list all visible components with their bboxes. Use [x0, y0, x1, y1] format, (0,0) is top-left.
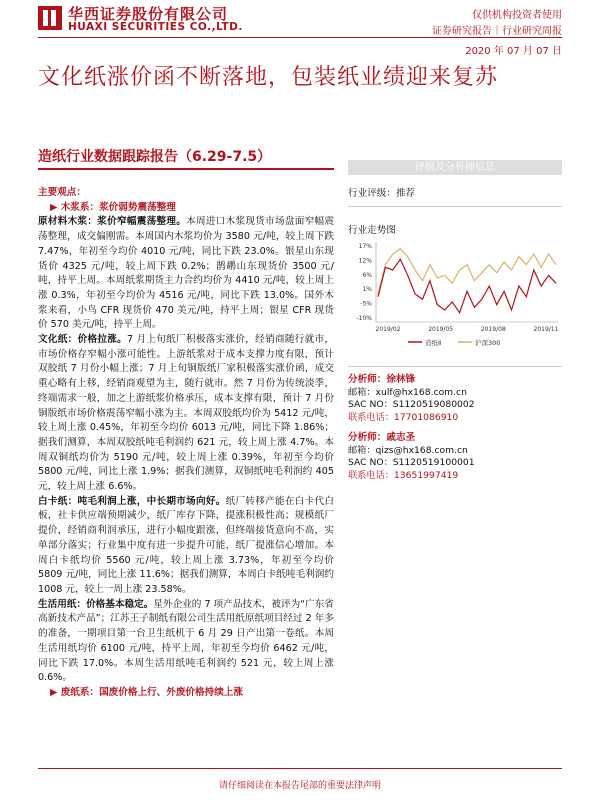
y-tick-label: 6%	[362, 271, 372, 279]
report-title: 文化纸涨价函不断落地，包装纸业绩迎来复苏	[38, 65, 499, 90]
y-tick-label: 1%	[362, 286, 372, 294]
raw-material-text: 本周进口木浆现货市场盘面窄幅震荡整理，成交偏刚需。本周国内木浆均价为 3580 元/吨，较上周下跌 7.47%，年初至今均价 4010 元/吨，同比下跌 23.0%。银星山东现货价 4325 元/吨，较上周下跌 0.2%；鹊鹕山东现货价 3500 元/吨，持平上周。本周纸浆期货主力合约均价为 4410 元/吨，较上周上涨 0.3%，年初至今均价为 4516 元/吨，同比下跌 13.0%。国外木浆来看，小鸟 CFR 现货价 470 美元/吨，持平上周；银星 CFR 现货价 570 美元/吨，持平上周。	[38, 216, 334, 331]
analyst-1-email: 邮箱：xulf@hx168.com.cn	[348, 386, 467, 398]
analyst-1	[348, 374, 562, 424]
footer-rule	[38, 768, 562, 769]
chart-legend	[408, 338, 500, 347]
legal-notice: 请仔细阅读在本报告尾部的重要法律声明	[218, 781, 381, 791]
x-tick-label: 2019/02	[375, 326, 401, 333]
y-tick-label: -5%	[360, 300, 372, 308]
main-content	[38, 186, 334, 701]
tissue-paragraph	[38, 598, 334, 686]
analyst-1-name: 分析师：徐林锋	[348, 374, 416, 385]
analyst-2-email: 邮箱：qizs@hx168.com.cn	[348, 444, 468, 456]
x-tick-label: 2019/08	[480, 326, 506, 333]
company-name-cn: 华西证券股份有限公司	[68, 5, 229, 23]
y-tick-label: 12%	[358, 257, 372, 265]
viewpoint-heading: 主要观点：	[38, 187, 86, 198]
trend-label: 行业走势图	[348, 225, 396, 236]
industry-trend-chart	[348, 238, 562, 358]
subtitle-rule	[38, 168, 334, 170]
x-tick-label: 2019/05	[428, 326, 454, 333]
rating-header-bar	[348, 160, 562, 175]
rating-rule	[348, 206, 562, 207]
company-name-en: HUAXI SECURITIES CO.,LTD.	[68, 21, 243, 33]
pulp-heading-text: 木浆系：浆价弱势震荡整理	[60, 201, 176, 213]
tissue-text: 星外企业的 7 项产品技术，被评为“广东省高新技术产品”；江苏王子制纸有限公司生活用纸原纸项目经过 2 年多的准备，一期项目第一台卫生纸机于 6 月 29 日产出第一卷纸。本周生活用纸均价 6100 元/吨，持平上周，年初至今均价 6462 元/吨，同比下跌 17.0%。本周生活用纸吨毛利润约 521 元，较上周上涨 0.6%。	[38, 598, 334, 684]
culture-paper-text: 7 月上旬纸厂积极落实涨价，经销商随行就市，市场价格存窄幅小涨可能性。上游纸浆对于成本支撑力度有限，预计双胶纸 7 月份小幅上涨；7 月上旬铜版纸厂家积极落实涨价函，成交重心略有上移，经销商观望为主，随行就市。然 7 月份为传统淡季，终端需求一般，加之上游纸浆价格承压，成本支撑有限，预计 7 月份铜版纸市场价格震荡窄幅小涨为主。本周双胶纸均价为 5412 元/吨，较上周上涨 0.45%，年初至今均价 6013 元/吨，同比下降 1.86%；据我们测算，本周双胶纸吨毛利润约 621 元，较上周上涨 4.7%。本周双铜纸均价为 5190 元/吨，较上周上涨 0.39%，年初至今均价 5800 元/吨，同比上涨 1.9%；据我们测算，双铜纸吨毛利润约 405 元，较上周上涨 6.6%。	[38, 334, 335, 493]
analyst-1-sac: SAC NO：S1120519080002	[348, 399, 475, 410]
raw-material-paragraph	[38, 215, 334, 333]
x-tick-label: 2019/11	[533, 326, 559, 333]
analyst-2	[348, 432, 562, 482]
legend-label-1: 造纸Ⅱ	[425, 339, 442, 347]
industry-rating: 行业评级：推荐	[348, 188, 416, 199]
series-line-1	[378, 259, 556, 312]
white-card-paragraph	[38, 495, 334, 598]
white-card-label: 白卡纸：吨毛利润上涨，中长期市场向好。	[38, 495, 226, 507]
white-card-text: 纸厂转移产能在白卡代白板，社卡供应端预期减少，纸厂库存下降，提涨积极性高；规模纸厂提价，经销商利润承压，进行小幅度跟涨，但终端接货意向不高，实单部分落实；行业集中度有进一步提升可能，纸厂提涨信心增加。本周白卡纸均价 5560 元/吨，较上周上涨 3.73%，年初至今均价 5809 元/吨，同比上涨 11.6%；据我们测算，本周白卡纸吨毛利润约 1008 元，较上一周上涨 23.58%。	[38, 495, 335, 595]
analyst-2-name: 分析师：戚志圣	[348, 432, 416, 443]
rating-header: 评级及分析师信息	[348, 160, 562, 175]
analyst-2-phone: 联系电话：13651997419	[348, 469, 459, 481]
y-tick-label: -10%	[356, 315, 372, 322]
analyst-1-phone: 联系电话：17701086910	[348, 411, 459, 423]
waste-section-heading: ▶ 废纸系：国废价格上行、外废价格持续上涨	[50, 686, 243, 698]
audience-note: 仅供机构投资者使用	[472, 10, 562, 21]
waste-heading-text: 废纸系：国废价格上行、外废价格持续上涨	[60, 686, 243, 698]
y-tick-label: 17%	[358, 243, 372, 250]
report-type: 证券研究报告｜行业研究周报	[432, 26, 562, 37]
report-subtitle: 造纸行业数据跟踪报告（6.29-7.5）	[38, 149, 272, 165]
analyst-2-sac: SAC NO：S1120519100001	[348, 457, 475, 468]
report-date: 2020 年 07 月 07 日	[465, 46, 562, 57]
company-logo-icon	[38, 6, 62, 30]
tissue-label: 生活用纸：价格基本稳定。	[38, 598, 154, 610]
pulp-section-heading: ▶ 木浆系：浆价弱势震荡整理	[50, 201, 176, 213]
raw-material-label: 原材料木浆：浆价窄幅震荡整理。	[38, 216, 187, 228]
header-rule	[38, 37, 562, 38]
culture-paper-label: 文化纸：价格拉涨。	[38, 334, 128, 346]
culture-paper-paragraph	[38, 333, 334, 495]
legend-label-2: 沪深300	[475, 339, 501, 347]
chart-rule	[348, 366, 562, 367]
